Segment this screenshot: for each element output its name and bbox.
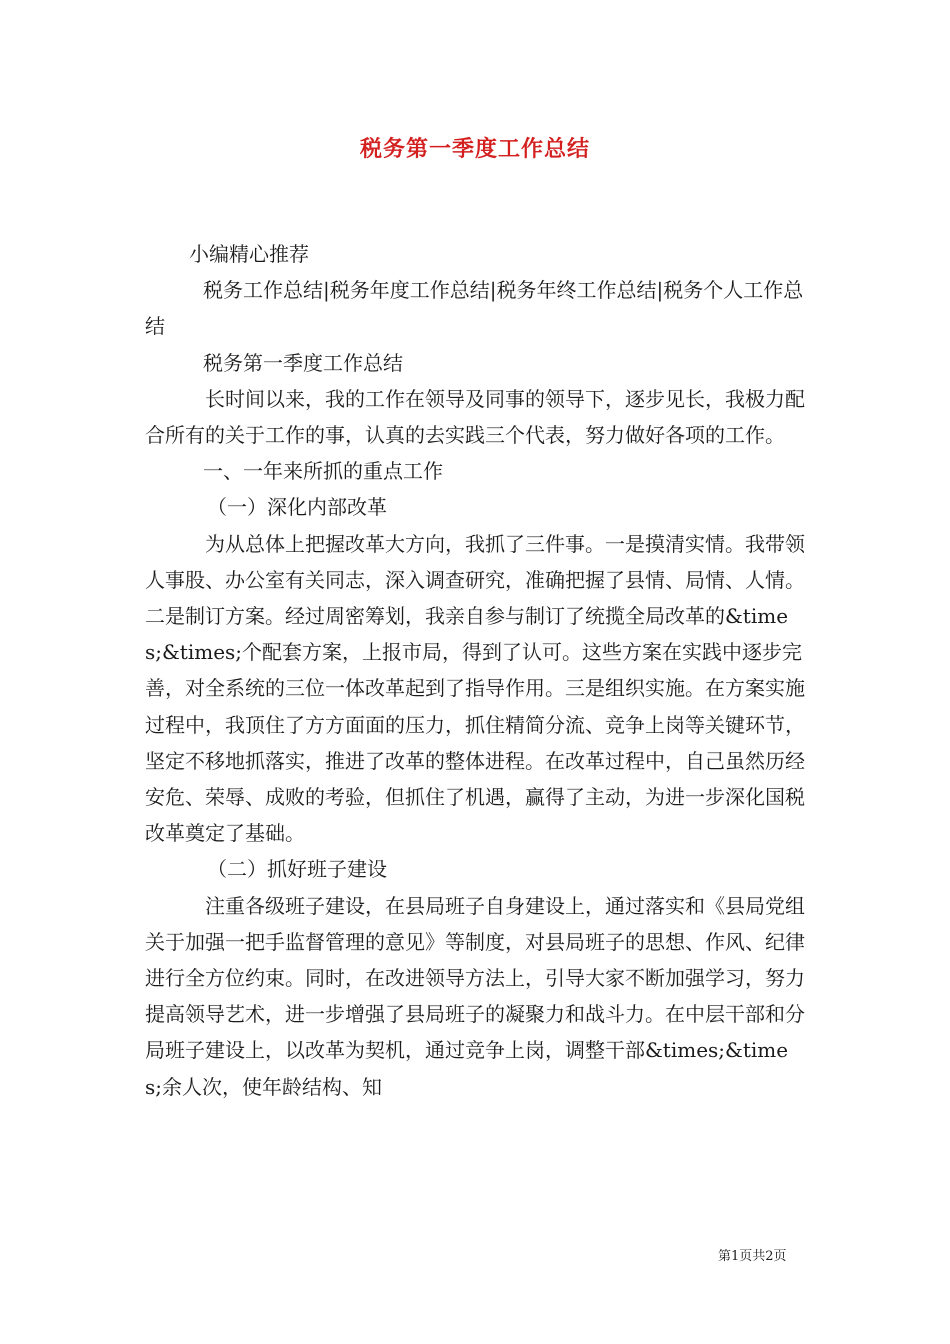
paragraph-reform: 为从总体上把握改革大方向，我抓了三件事。一是摸清实情。我带领人事股、办公室有关同志，深入调查研究，准确把握了县情、局情、人情。二是制订方案。经过周密筹划，我亲自参与制订了统揽全局改革的&times;&times;个配套方案，上报市局，得到了认可。这些方案在实践中逐步完善，对全系统的三位一体改革起到了指导作用。三是组织实施。在方案实施过程中，我顶住了方方面面的压力，抓住精简分流、竞争上岗等关键环节，坚定不移地抓落实，推进了改革的整体进程。在改革过程中，自己虽然历经安危、荣辱、成败的考验，但抓住了机遇，赢得了主动，为进一步深化国税改革奠定了基础。 — [145, 531, 805, 846]
paragraph-team: 注重各级班子建设，在县局班子自身建设上，通过落实和《县局党组关于加强一把手监督管理的意见》等制度，对县局班子的思想、作风、纪律进行全方位约束。同时，在改进领导方法上，引导大家不断加强学习，努力提高领导艺术，进一步增强了县局班子的凝聚力和战斗力。在中层干部和分局班子建设上，以改革为契机，通过竞争上岗，调整干部&times;&times;余人次，使年龄结构、知 — [145, 893, 805, 1099]
document-title: 税务第一季度工作总结 — [359, 136, 590, 162]
paragraph-intro: 长时间以来，我的工作在领导及同事的领导下，逐步见长，我极力配合所有的关于工作的事，认真的去实践三个代表，努力做好各项的工作。 — [145, 386, 805, 448]
recommend-label: 小编精心推荐 — [189, 242, 309, 266]
subsection-heading-1: （一）深化内部改革 — [207, 495, 387, 520]
page-number: 第1页共2页 — [718, 1249, 787, 1264]
section-heading-1: 一、一年来所抓的重点工作 — [203, 459, 443, 484]
recommend-links[interactable]: 税务工作总结|税务年度工作总结|税务年终工作总结|税务个人工作总结 — [145, 278, 804, 339]
subsection-heading-2: （二）抓好班子建设 — [207, 857, 387, 882]
document-subtitle: 税务第一季度工作总结 — [203, 350, 403, 375]
document-body — [145, 236, 805, 1105]
